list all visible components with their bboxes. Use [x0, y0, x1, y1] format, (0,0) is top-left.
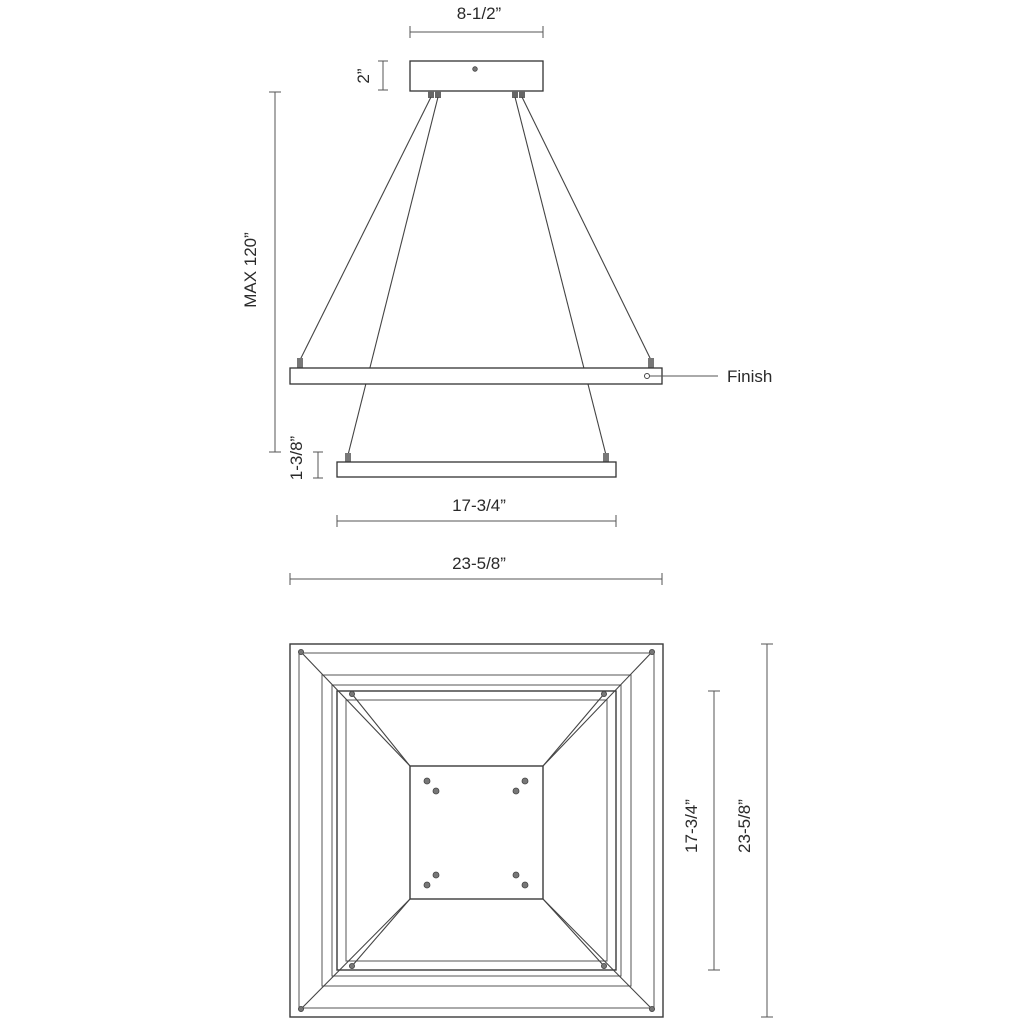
inner-square-label: 17-3/4”	[682, 799, 701, 853]
outer-square-dimension	[735, 644, 773, 1017]
max-height-label: MAX 120”	[241, 232, 260, 308]
canopy-height-label: 2”	[354, 68, 373, 84]
canopy-width-label: 8-1/2”	[456, 4, 502, 23]
finish-callout	[650, 367, 772, 386]
canopy-top	[410, 766, 543, 899]
upper-ring-width-dimension	[290, 554, 662, 585]
upper-ring	[290, 358, 662, 384]
lower-ring-width-dimension	[337, 496, 616, 527]
outer-square-label: 23-5/8”	[735, 799, 754, 853]
max-height-dimension	[241, 92, 281, 452]
lower-ring-height-label: 1-3/8”	[287, 435, 306, 481]
lower-ring	[337, 453, 616, 477]
canopy	[410, 61, 543, 98]
lower-ring-height-dimension	[287, 435, 323, 480]
suspension-cables	[300, 97, 651, 455]
canopy-height-dimension	[354, 61, 388, 90]
lower-ring-width-label: 17-3/4”	[452, 496, 506, 515]
cables-top	[298, 649, 654, 1011]
upper-ring-width-label: 23-5/8”	[452, 554, 506, 573]
top-view	[290, 644, 773, 1017]
side-view	[241, 4, 772, 585]
canopy-width-dimension	[410, 4, 543, 38]
finish-label: Finish	[727, 367, 773, 386]
inner-square-dimension	[682, 691, 720, 970]
